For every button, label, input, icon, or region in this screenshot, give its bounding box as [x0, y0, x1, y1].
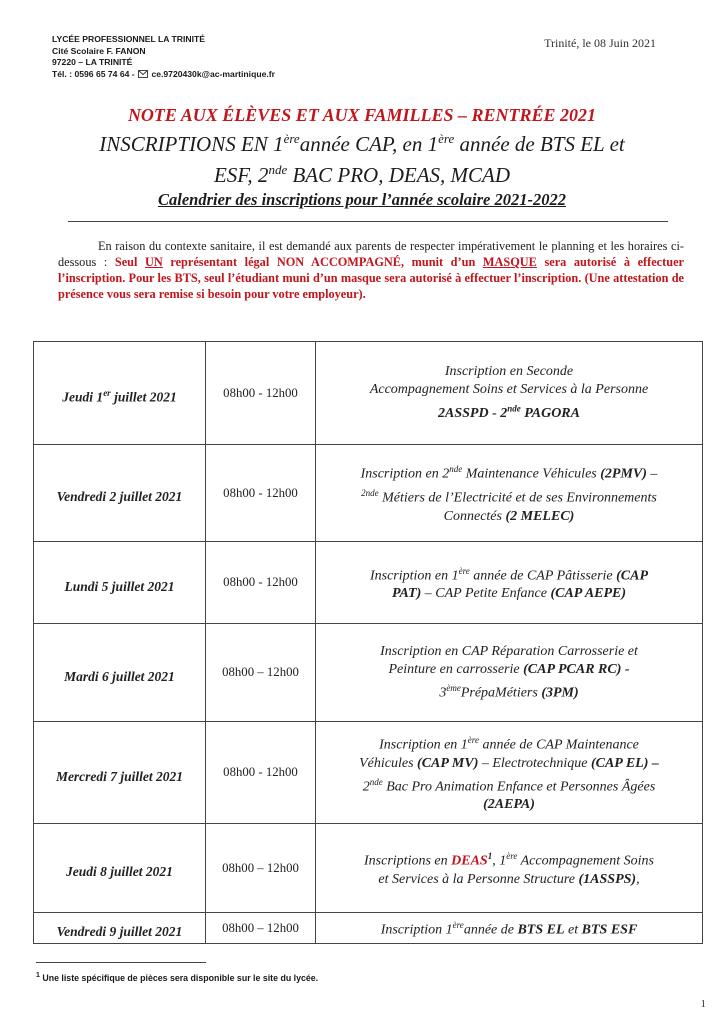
description-cell: Inscription 1èreannée de BTS EL et BTS ESF: [316, 913, 703, 944]
title-divider: [68, 221, 668, 222]
time-cell: 08h00 - 12h00: [206, 722, 316, 824]
time-cell: 08h00 – 12h00: [206, 913, 316, 944]
main-title: NOTE AUX ÉLÈVES ET AUX FAMILLES – RENTRÉE 2021: [127, 105, 597, 125]
school-address-line1: Cité Scolaire F. FANON: [52, 45, 146, 56]
table-row: [34, 722, 703, 824]
description-cell: Inscription en 1ère année de CAP Pâtisserie (CAP PAT) – CAP Petite Enfance (CAP AEPE): [316, 542, 703, 624]
intro-paragraph: En raison du contexte sanitaire, il est demandé aux parents de respecter impérativement le planning et les horaires ci-dessous : Seul UN représentant légal NON ACCOMPAGNÉ, munit d’un MASQUE sera autorisé à effectuer l’inscription. Pour les BTS, seul l’étudiant muni d’un masque sera autorisé à effectuer l’inscription. (Une attestation de présence vous sera remise si besoin pour votre employeur).: [58, 239, 684, 301]
day-cell: Vendredi 9 juillet 2021: [34, 913, 206, 944]
description-cell: Inscription en CAP Réparation Carrosserie et Peinture en carrosserie (CAP PCAR RC) - 3èmePrépaMétiers (3PM): [316, 624, 703, 722]
day-cell: Jeudi 8 juillet 2021: [34, 824, 206, 913]
page-number: 1: [700, 998, 706, 1010]
description-cell: Inscriptions en DEAS$^1$, 1ère Accompagnement Soins et Services à la Personne Structure (1ASSPS),: [316, 824, 703, 913]
school-address-line2: 97220 – LA TRINITÉ: [52, 57, 133, 67]
school-name: LYCÉE PROFESSIONNEL LA TRINITÉ: [52, 34, 205, 44]
day-cell: Vendredi 2 juillet 2021: [34, 445, 206, 542]
table-row: [34, 445, 703, 542]
email-link[interactable]: ce.9720430k@ac-martinique.fr: [151, 68, 275, 79]
time-cell: 08h00 - 12h00: [206, 342, 316, 445]
table-row: [34, 824, 703, 913]
description-cell: Inscription en 1ère année de CAP Maintenance Véhicules (CAP MV) – Electrotechnique (CAP EL) – 2nde Bac Pro Animation Enfance et Personnes Âgées (2AEPA): [316, 722, 703, 824]
subtitle-line1: INSCRIPTIONS EN 1èreannée CAP, en 1ère année de BTS EL et: [99, 131, 625, 156]
description-cell: Inscription en 2nde Maintenance Véhicules (2PMV) – $^{2nde}$ Métiers de l’Electricité et de ses Environnements Connectés (2 MELEC): [316, 445, 703, 542]
time-cell: 08h00 – 12h00: [206, 624, 316, 722]
time-cell: 08h00 – 12h00: [206, 824, 316, 913]
table-row: [34, 624, 703, 722]
table-row: [34, 542, 703, 624]
document-date: Trinité, le 08 Juin 2021: [544, 36, 656, 50]
subtitle-line2: ESF, 2nde BAC PRO, DEAS, MCAD: [213, 162, 511, 187]
description-cell: Inscription en Seconde Accompagnement Soins et Services à la Personne 2ASSPD - 2nde PAGORA: [316, 342, 703, 445]
day-cell: Mercredi 7 juillet 2021: [34, 722, 206, 824]
envelope-icon: [138, 70, 148, 82]
table-row: [34, 342, 703, 445]
table-row: [34, 913, 703, 944]
schedule-table: [33, 341, 703, 944]
phone-text: Tél. : 0596 65 74 64 -: [52, 68, 135, 79]
school-contact: [52, 69, 412, 82]
school-header: [52, 34, 412, 81]
day-cell: Lundi 5 juillet 2021: [34, 542, 206, 624]
footnote-divider: [36, 962, 206, 963]
title-block: [40, 104, 684, 211]
day-cell: Mardi 6 juillet 2021: [34, 624, 206, 722]
calendar-heading: Calendrier des inscriptions pour l’année scolaire 2021-2022: [158, 190, 566, 209]
footnote-mark: 1: [36, 972, 40, 979]
footnote: [36, 972, 636, 983]
day-cell: Jeudi 1er juillet 2021: [34, 342, 206, 445]
footnote-text: Une liste spécifique de pièces sera disponible sur le site du lycée.: [39, 972, 319, 983]
time-cell: 08h00 - 12h00: [206, 445, 316, 542]
time-cell: 08h00 - 12h00: [206, 542, 316, 624]
